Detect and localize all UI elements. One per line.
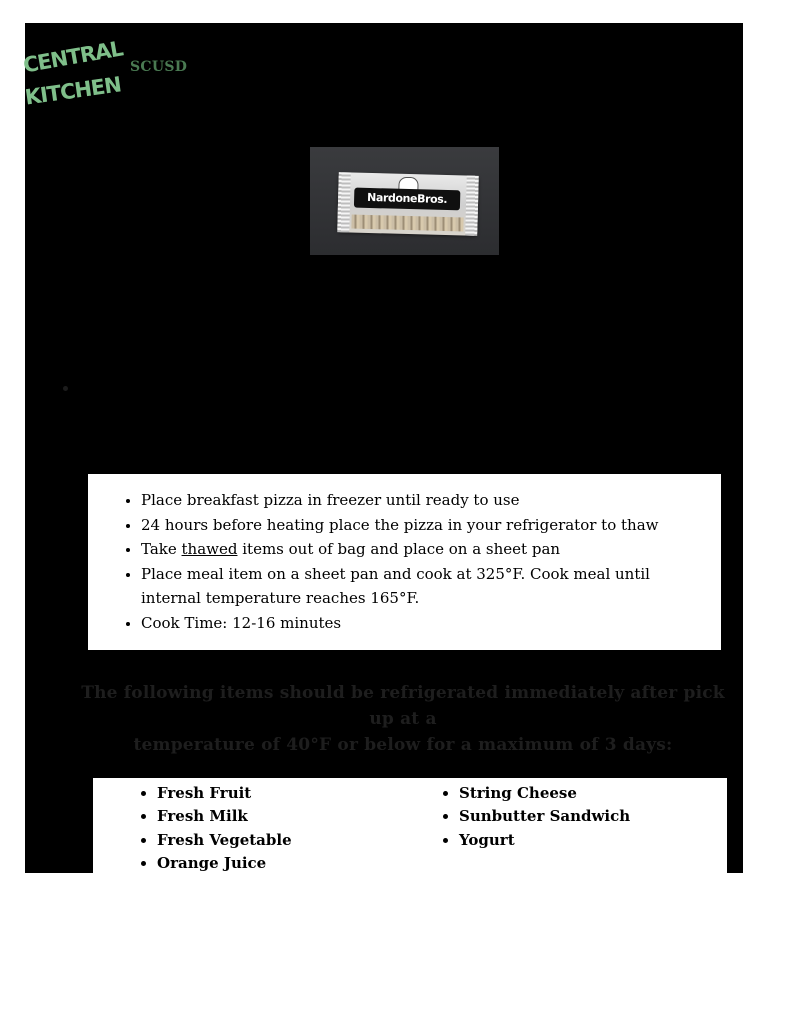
- list-item: • Yogurt: [459, 829, 630, 852]
- list-item: • Fresh Vegetable: [157, 829, 292, 852]
- stray-bullet: [63, 386, 68, 391]
- package-food: [351, 215, 463, 232]
- list-item: • Fresh Fruit: [157, 782, 292, 805]
- refrigerated-items: [93, 778, 727, 873]
- pizza-package: [337, 172, 479, 236]
- org-name: SCUSD: [130, 59, 188, 75]
- package-wordmark: NardoneBros.: [354, 188, 460, 211]
- instruction-item: • Take thawed items out of bag and place on a sheet pan: [141, 537, 703, 562]
- package-seal-right: [465, 176, 479, 236]
- logo-line-kitchen: KITCHEN: [23, 72, 123, 110]
- thawed-underlined: thawed: [181, 540, 238, 558]
- list-item: • String Cheese: [459, 782, 630, 805]
- instruction-item: • 24 hours before heating place the pizza in your refrigerator to thaw: [141, 513, 703, 538]
- list-item: • Orange Juice: [157, 852, 292, 875]
- instruction-item: • Place meal item on a sheet pan and cook at 325°F. Cook meal until internal temperature reaches 165°F.: [141, 562, 703, 611]
- heating-instructions: [88, 474, 721, 650]
- package-seal-left: [337, 172, 351, 232]
- central-kitchen-logo: [21, 28, 125, 112]
- refrigerated-list-right: [435, 782, 630, 852]
- refrigerated-list-left: [133, 782, 292, 875]
- list-item: • Fresh Milk: [157, 805, 292, 828]
- logo-line-central: CENTRAL: [21, 36, 125, 78]
- instruction-item: • Cook Time: 12-16 minutes: [141, 611, 703, 636]
- instructions-list: [116, 488, 703, 635]
- instruction-item: • Place breakfast pizza in freezer until ready to use: [141, 488, 703, 513]
- refrigeration-notice: The following items should be refrigerated immediately after pick up at a temperature of 40°F or below for a maximum of 3 days:: [81, 683, 725, 755]
- list-item: • Sunbutter Sandwich: [459, 805, 630, 828]
